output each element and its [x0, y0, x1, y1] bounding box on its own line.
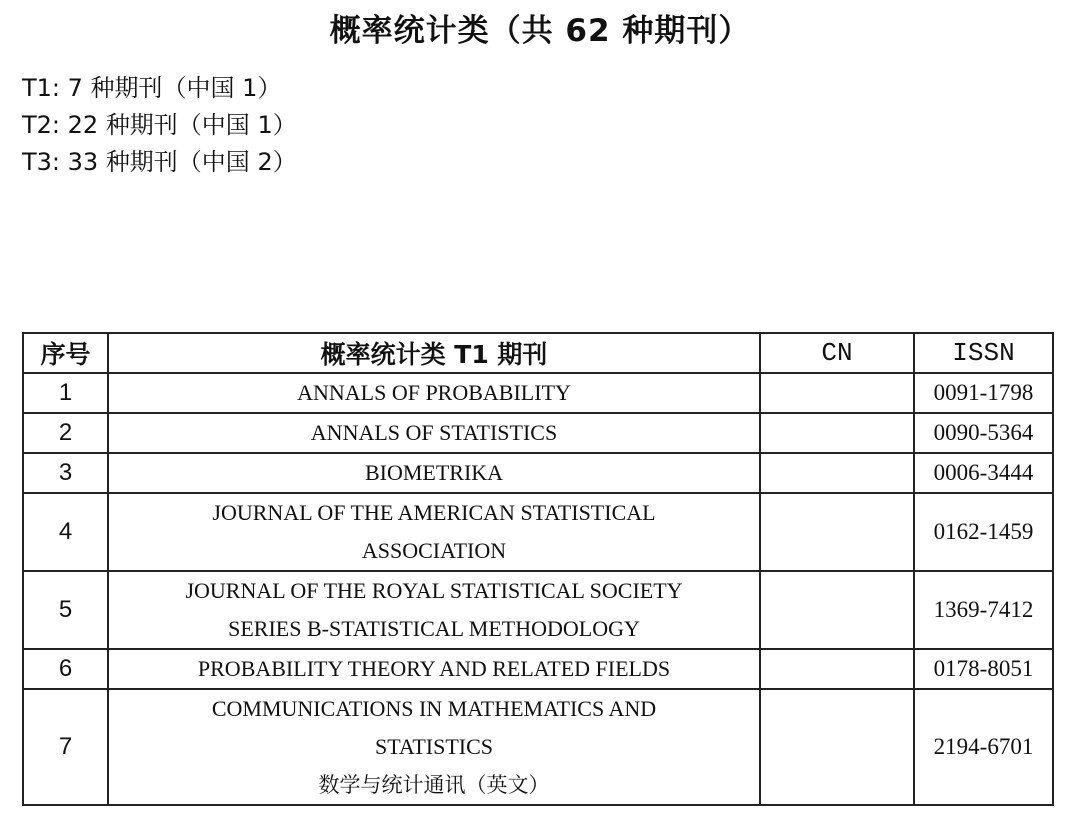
row-index: 7 [23, 689, 108, 805]
row-issn: 0006-3444 [914, 453, 1053, 493]
row-cn [760, 373, 914, 413]
row-journal-name [108, 373, 760, 413]
journal-name-line: SERIES B-STATISTICAL METHODOLOGY [228, 616, 640, 641]
row-index: 2 [23, 413, 108, 453]
journal-name-line: BIOMETRIKA [364, 460, 504, 485]
row-issn: 2194-6701 [914, 689, 1053, 805]
journal-table [22, 332, 1054, 806]
row-index: 3 [23, 453, 108, 493]
row-index: 6 [23, 649, 108, 689]
row-cn [760, 571, 914, 649]
header-journal-name: 概率统计类 T1 期刊 [108, 333, 760, 373]
journal-name-line: ANNALS OF PROBABILITY [297, 380, 571, 405]
row-journal-name [108, 571, 760, 649]
header-cn: CN [760, 333, 914, 373]
table-body [23, 373, 1053, 805]
page-title: 概率统计类（共 62 种期刊） [329, 13, 751, 49]
header-issn: ISSN [914, 333, 1053, 373]
row-cn [760, 689, 914, 805]
row-index: 4 [23, 493, 108, 571]
row-index: 1 [23, 373, 108, 413]
row-cn [760, 649, 914, 689]
row-index: 5 [23, 571, 108, 649]
row-issn: 0090-5364 [914, 413, 1053, 453]
table-row [23, 413, 1053, 453]
row-issn: 0178-8051 [914, 649, 1053, 689]
row-journal-name [108, 689, 760, 805]
table-row [23, 493, 1053, 571]
table-row [23, 373, 1053, 413]
row-journal-name [108, 649, 760, 689]
tier-summary-t3: T3: 33 种期刊（中国 2） [22, 148, 297, 176]
header-index: 序号 [23, 333, 108, 373]
table-row [23, 453, 1053, 493]
row-cn [760, 413, 914, 453]
journal-name-line: COMMUNICATIONS IN MATHEMATICS AND [211, 696, 657, 721]
row-journal-name [108, 493, 760, 571]
tier-summary-t2: T2: 22 种期刊（中国 1） [22, 111, 297, 139]
row-cn [760, 453, 914, 493]
row-cn [760, 493, 914, 571]
row-journal-name [108, 453, 760, 493]
tier-summary [22, 70, 297, 181]
journal-name-line: ANNALS OF STATISTICS [310, 420, 558, 445]
journal-name-line: PROBABILITY THEORY AND RELATED FIELDS [197, 656, 671, 681]
journal-name-line: ASSOCIATION [361, 538, 507, 563]
journal-name-line: STATISTICS [374, 734, 494, 759]
row-issn: 1369-7412 [914, 571, 1053, 649]
table-row [23, 689, 1053, 805]
journal-name-line: JOURNAL OF THE AMERICAN STATISTICAL [212, 500, 656, 525]
table-row [23, 649, 1053, 689]
row-issn: 0091-1798 [914, 373, 1053, 413]
journal-chinese-name: 数学与统计通讯（英文） [318, 773, 550, 797]
row-issn: 0162-1459 [914, 493, 1053, 571]
table-header-row [23, 333, 1053, 373]
journal-name-line: JOURNAL OF THE ROYAL STATISTICAL SOCIETY [185, 578, 683, 603]
tier-summary-t1: T1: 7 种期刊（中国 1） [22, 74, 282, 102]
table-row [23, 571, 1053, 649]
row-journal-name [108, 413, 760, 453]
